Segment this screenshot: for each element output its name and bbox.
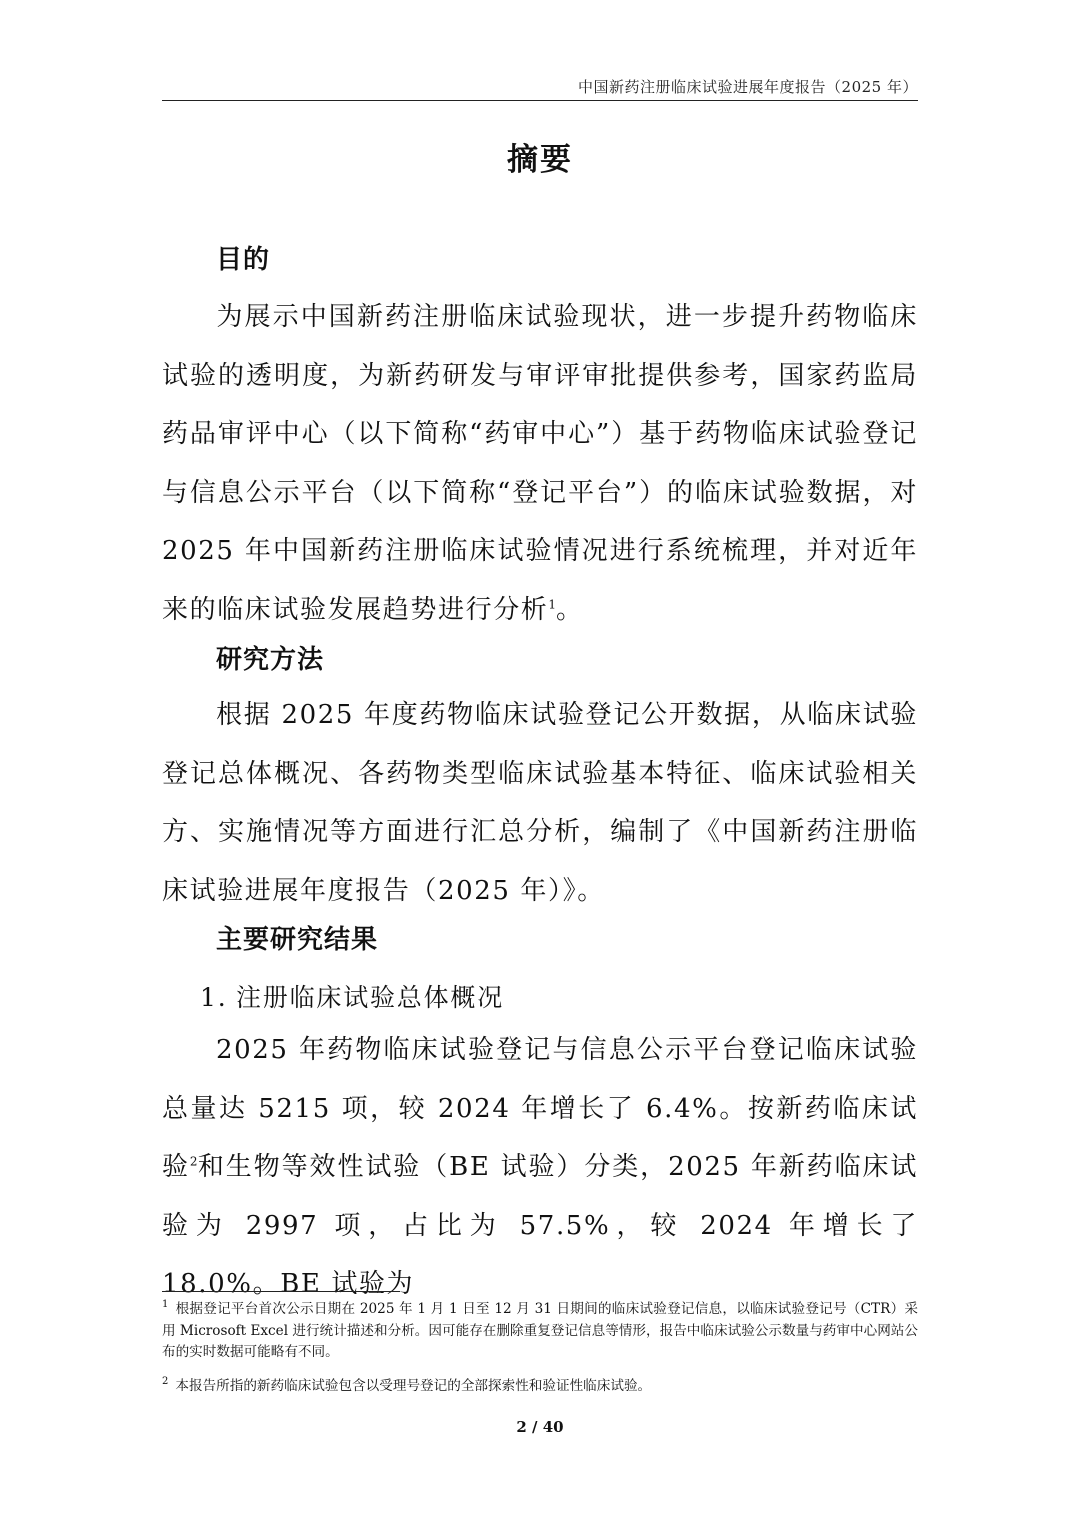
footnote-2 <box>162 1376 918 1398</box>
paragraph-purpose-text: 为展示中国新药注册临床试验现状，进一步提升药物临床试验的透明度，为新药研发与审评审批提供参考，国家药监局药品审评中心（以下简称“药审中心”）基于药物临床试验登记与信息公示平台（以下简称“登记平台”）的临床试验数据，对 2025 年中国新药注册临床试验情况进行系统梳理，并对近年来的临床试验发展趋势进行分析 <box>162 302 918 625</box>
footnote-mark-1: 1 <box>162 1299 169 1311</box>
paragraph-methods <box>162 686 918 920</box>
footnote-text-1: 根据登记平台首次公示日期在 2025 年 1 月 1 日至 12 月 31 日期间的临床试验登记信息，以临床试验登记号（CTR）采用 Microsoft Excel 进行统计描述和分析。因可能存在删除重复登记信息等情形，报告中临床试验公示数量与药审中心网站公布的实时数据可能略有不同。 <box>162 1301 918 1360</box>
header-rule <box>162 100 918 101</box>
list-item-number: 1. <box>200 983 228 1012</box>
footnote-ref-1[interactable]: 1 <box>548 596 557 611</box>
footnote-rule <box>162 1291 400 1292</box>
list-item-title: 注册临床试验总体概况 <box>236 983 505 1012</box>
footnote-ref-2[interactable]: 2 <box>189 1154 198 1169</box>
page-title: 摘要 <box>507 142 573 178</box>
paragraph-purpose <box>162 288 918 639</box>
footnote-1 <box>162 1299 918 1364</box>
paragraph-purpose-end: 。 <box>556 594 584 625</box>
paragraph-results-text-2: 和生物等效性试验（BE 试验）分类，2025 年新药临床试验为 2997 项，占比为 57.5%，较 2024 年增长了 18.0%。BE 试验为 <box>162 1152 918 1299</box>
section-heading-purpose: 目的 <box>216 245 271 275</box>
footnote-mark-2: 2 <box>162 1376 169 1388</box>
paragraph-results-text-1: 2025 年药物临床试验登记与信息公示平台登记临床试验总量达 5215 项，较 2024 年增长了 6.4%。按新药临床试验 <box>162 1035 918 1182</box>
running-header: 中国新药注册临床试验进展年度报告（2025 年） <box>578 78 918 96</box>
paragraph-results <box>162 1021 918 1314</box>
results-list-item <box>162 978 918 1014</box>
paragraph-methods-text: 根据 2025 年度药物临床试验登记公开数据，从临床试验登记总体概况、各药物类型临床试验基本特征、临床试验相关方、实施情况等方面进行汇总分析，编制了《中国新药注册临床试验进展年度报告（2025 年）》。 <box>162 700 918 906</box>
section-heading-methods: 研究方法 <box>216 645 325 675</box>
footnote-text-2: 本报告所指的新药临床试验包含以受理号登记的全部探索性和验证性临床试验。 <box>175 1378 652 1394</box>
page-number: 2 / 40 <box>516 1418 564 1436</box>
section-heading-results: 主要研究结果 <box>216 925 379 955</box>
